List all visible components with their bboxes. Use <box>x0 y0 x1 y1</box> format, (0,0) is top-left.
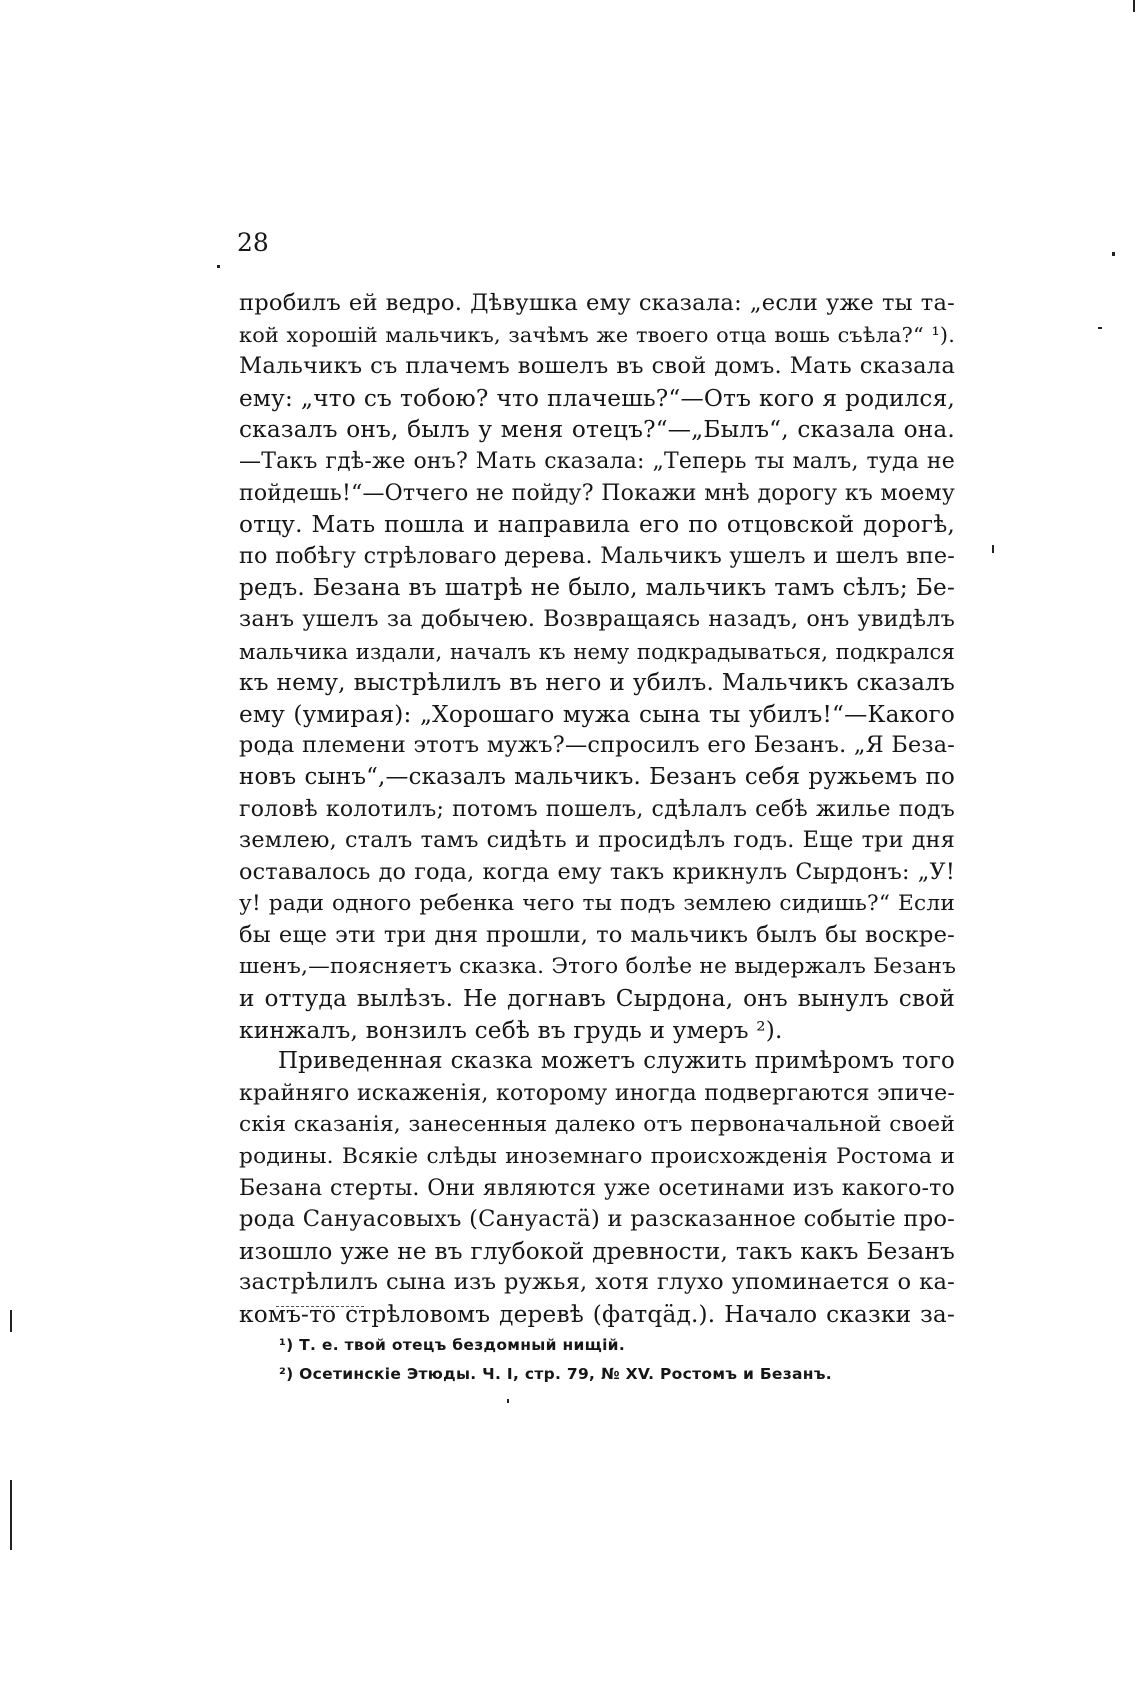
text-line: ему: „что съ тобою? что плачешь?“—Отъ кого я родился, <box>239 384 955 412</box>
text-line: редъ. Безана въ шатрѣ не было, мальчикъ тамъ сѣлъ; Бе- <box>239 574 955 602</box>
text-line: пробилъ ей ведро. Дѣвушка ему сказала: „если уже ты та- <box>239 290 955 316</box>
scan-speck <box>1133 0 1135 12</box>
footnote-1: ¹) Т. е. твой отецъ бездомный нищій. <box>279 1336 626 1354</box>
scan-speck <box>1098 327 1102 329</box>
scan-speck <box>10 1480 12 1550</box>
text-line: —Такъ гдѣ-же онъ? Мать сказала: „Теперь ты малъ, туда не <box>239 448 955 474</box>
text-line: по побѣгу стрѣловаго дерева. Мальчикъ ушелъ и шелъ впе- <box>239 542 955 569</box>
scan-speck <box>217 265 220 268</box>
text-line: сказалъ онъ, былъ у меня отецъ?“—„Былъ“, сказала она. <box>239 416 955 444</box>
text-line: отцу. Мать пошла и направила его по отцовской дорогѣ, <box>239 511 955 539</box>
text-line: пойдешь!“—Отчего не пойду? Покажи мнѣ дорогу къ моему <box>239 480 955 506</box>
text-line: и оттуда вылѣзъ. Не догнавъ Сырдона, онъ вынулъ свой <box>239 985 955 1013</box>
text-line: головѣ колотилъ; потомъ пошелъ, сдѣлалъ себѣ жилье подъ <box>239 796 955 822</box>
text-line: Безана стерты. Они являются уже осетинами изъ какого-то <box>239 1175 955 1201</box>
footnotes <box>279 1331 899 1389</box>
text-line: у! ради одного ребенка чего ты подъ землею сидишь?“ Если <box>239 891 955 917</box>
text-line: изошло уже не въ глубокой древности, такъ какъ Безанъ <box>239 1237 955 1265</box>
text-line: рода племени этотъ мужъ?—спросилъ его Безанъ. „Я Беза- <box>239 732 955 759</box>
page-number: 28 <box>237 228 269 257</box>
body-text <box>239 288 955 1331</box>
text-line: шенъ,—поясняетъ сказка. Этого болѣе не выдержалъ Безанъ <box>239 954 957 980</box>
footnote-divider <box>276 1306 364 1307</box>
text-line: къ нему, выстрѣлилъ въ него и убилъ. Мальчикъ сказалъ <box>239 669 955 697</box>
text-line: ему (умирая): „Хорошаго мужа сына ты убилъ!“—Какого <box>239 700 955 728</box>
text-line: занъ ушелъ за добычею. Возвращаясь назадъ, онъ увидѣлъ <box>239 605 955 632</box>
paragraph-start-line: Приведенная сказка можетъ служить примѣромъ того <box>278 1048 955 1075</box>
scan-speck <box>10 1310 12 1332</box>
scan-speck <box>992 545 994 553</box>
text-line: бы еще эти три дня прошли, то мальчикъ былъ бы воскре- <box>239 921 955 948</box>
text-line: рода Сануасовыхъ (Сануастӓ) и разсказанное событіе про- <box>239 1206 955 1233</box>
text-line: крайняго искаженія, которому иногда подвергаются эпиче- <box>239 1080 955 1106</box>
text-line: комъ-то стрѣловомъ деревѣ (фатqӓд.). Начало сказки за- <box>239 1301 955 1328</box>
text-line: землею, сталъ тамъ сидѣть и просидѣлъ годъ. Еще три дня <box>239 827 955 854</box>
scan-speck <box>507 1399 509 1403</box>
text-line: мальчика издали, началъ къ нему подкрадываться, подкрался <box>239 638 955 664</box>
text-line: Мальчикъ съ плачемъ вошелъ въ свой домъ. Мать сказала <box>239 353 955 380</box>
text-line: кинжалъ, вонзилъ себѣ въ грудь и умеръ ²). <box>239 1016 783 1044</box>
text-line: скія сказанія, занесенныя далеко отъ первоначальной своей <box>239 1112 955 1138</box>
text-line: кой хорошій мальчикъ, зачѣмъ же твоего отца вошь съѣла?“ ¹). <box>239 322 955 347</box>
text-line: новъ сынъ“,—сказалъ мальчикъ. Безанъ себя ружьемъ по <box>239 763 955 790</box>
text-line: застрѣлилъ сына изъ ружья, хотя глухо упоминается о ка- <box>239 1269 955 1296</box>
text-line: оставалось до года, когда ему такъ крикнулъ Сырдонъ: „У! <box>239 858 955 885</box>
scan-speck <box>1112 252 1115 256</box>
text-line: родины. Всякіе слѣды иноземнаго происхожденія Ростома и <box>239 1144 955 1170</box>
footnote-2: ²) Осетинскіе Этюды. Ч. I, стр. 79, № XV. Ростомъ и Безанъ. <box>279 1365 832 1383</box>
